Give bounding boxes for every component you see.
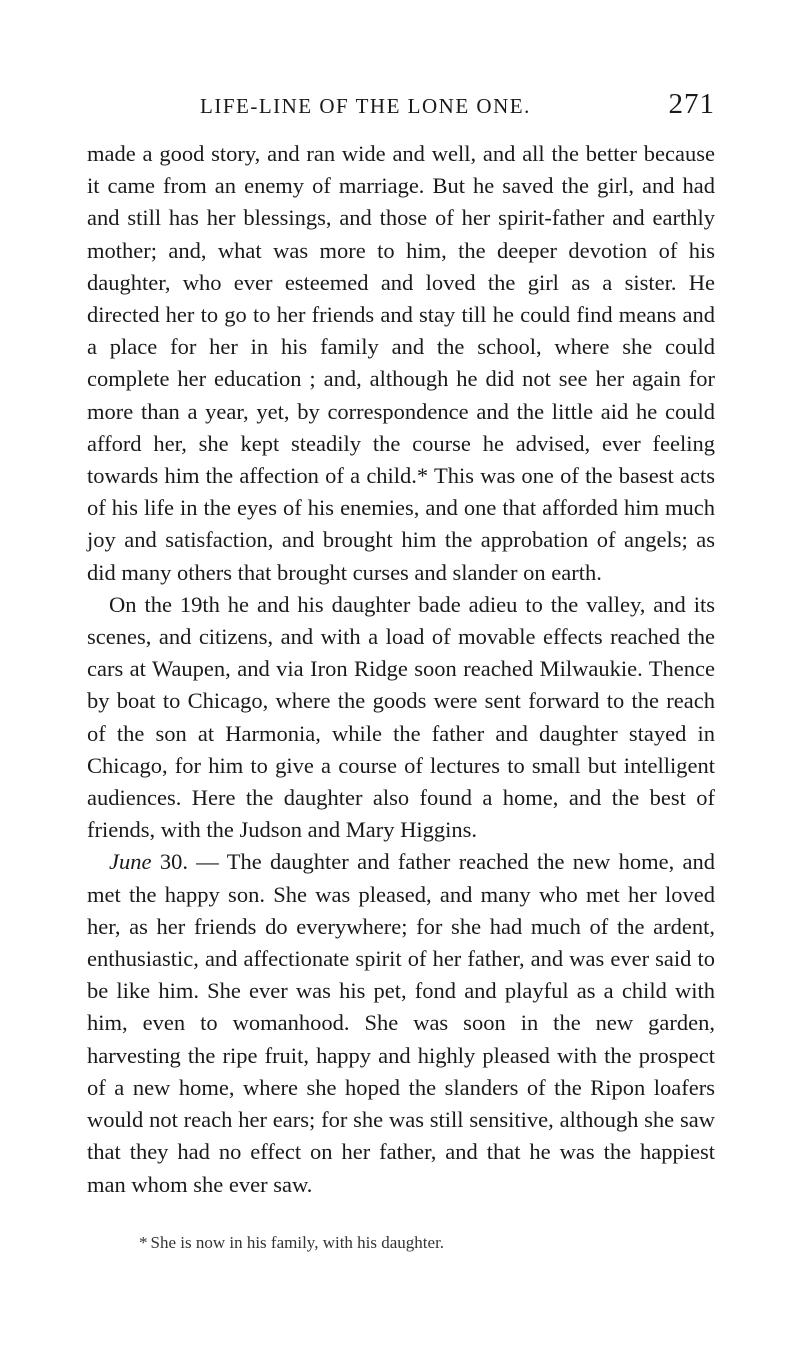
footnote-marker: * — [139, 1233, 148, 1252]
page-header — [200, 88, 715, 128]
footnote — [139, 1233, 444, 1253]
running-title: LIFE-LINE OF THE LONE ONE. — [200, 94, 531, 118]
paragraph-june-30-text: — The daughter and father reached the new home, and met the happy son. She was pleased, and many who met her loved her, as her friends do everywhere; for she had much of the ardent, enthusiastic, and affectionate spirit of her father, and was ever said to be like him. She ever was his pet, fond and playful as a child with him, even to womanhood. She was soon in the new garden, harvesting the ripe fruit, happy and highly pleased with the prospect of a new home, where she hoped the slanders of the Ripon loafers would not reach her ears; for she was still sensitive, although she saw that they had no effect on her father, and that he was the happiest man whom she ever saw. — [87, 849, 716, 1197]
paragraph-departure: On the 19th he and his daughter bade adieu to the valley, and its scenes, and citizens, and with a load of movable effects reached the cars at Waupen, and via Iron Ridge soon reached Milwaukie. Thence by boat to Chicago, where the goods were sent forward to the reach of the son at Harmonia, while the father and daughter stayed in Chicago, for him to give a course of lectures to small but intelligent audiences. Here the daughter also found a home, and the best of friends, with the Judson and Mary Higgins. — [87, 591, 715, 843]
date-day: 30. — [159, 849, 188, 875]
footnote-text: She is now in his family, with his daughter. — [150, 1233, 445, 1252]
page-number: 271 — [668, 88, 715, 120]
body-text — [87, 138, 715, 1201]
date-month: June — [109, 849, 152, 875]
paragraph-june-30 — [87, 846, 715, 1200]
paragraph-continued: made a good story, and ran wide and well, and all the better because it came from an enemy of marriage. But he saved the girl, and had and still has her blessings, and those of her spirit-father and earthly mother; and, what was more to him, the deeper devotion of his daughter, who ever esteemed and loved the girl as a sister. He directed her to go to her friends and stay till he could find means and a place for her in his family and the school, where she could complete her education ; and, although he did not see her again for more than a year, yet, by correspondence and the little aid he could afford her, she kept steadily the course he advised, ever feeling towards him the affection of a child.* This was one of the basest acts of his life in the eyes of his enemies, and one that afforded him much joy and satisfaction, and brought him the approbation of angels; as did many others that brought curses and slander on earth. — [87, 141, 715, 585]
